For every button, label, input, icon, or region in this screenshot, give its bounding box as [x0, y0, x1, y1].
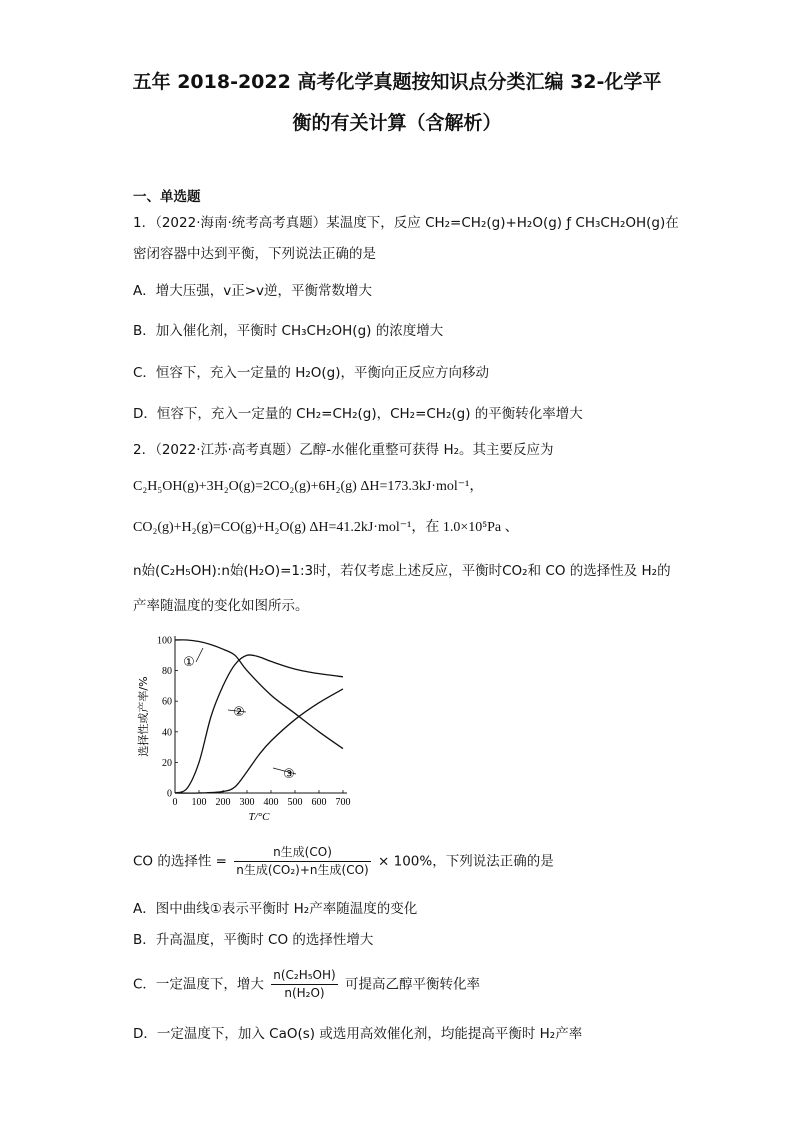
q1-option-d: D．恒容下，充入一定量的 CH₂=CH₂(g)，CH₂=CH₂(g) 的平衡转化率增大	[133, 406, 583, 422]
formula-fraction	[234, 845, 370, 878]
section-heading: 一、单选题	[133, 189, 201, 205]
option-c-suffix: 可提高乙醇平衡转化率	[345, 976, 480, 993]
q2-option-c	[133, 968, 480, 1001]
y-tick-label: 0	[167, 788, 172, 800]
series-leader-1	[196, 648, 203, 662]
co-selectivity-formula	[133, 845, 554, 878]
y-axis-label: 选择性或产率/%	[137, 676, 150, 757]
series-line-3	[175, 689, 343, 793]
x-tick-label: 600	[311, 797, 327, 808]
q2-condition: n始(C₂H₅OH):n始(H₂O)=1:3时，若仅考虑上述反应，平衡时CO₂和 CO 的选择性及 H₂的	[133, 563, 671, 579]
x-tick-label: 300	[239, 797, 255, 808]
option-c-prefix: C．一定温度下，增大	[133, 976, 264, 993]
q2-reaction1: C₂H₅OH(g)+3H₂O(g)=2CO₂(g)+6H₂(g) ΔH=173.3kJ·mol⁻¹，	[133, 479, 484, 494]
option-c-denominator: n(H₂O)	[284, 986, 325, 1000]
formula-numerator: n生成(CO)	[234, 845, 370, 862]
q2-reaction2: CO₂(g)+H₂(g)=CO(g)+H₂O(g) ΔH=41.2kJ·mol⁻¹，在 1.0×10⁵Pa 、	[133, 520, 519, 535]
q2-option-a: A．图中曲线①表示平衡时 H₂产率随温度的变化	[133, 901, 418, 917]
q2-option-b: B．升高温度，平衡时 CO 的选择性增大	[133, 932, 374, 948]
chart-series	[175, 640, 343, 793]
co-selectivity-chart	[133, 628, 363, 826]
q2-option-d: D．一定温度下，加入 CaO(s) 或选用高效催化剂，均能提高平衡时 H₂产率	[133, 1026, 583, 1042]
formula-suffix: × 100%，下列说法正确的是	[378, 853, 554, 870]
formula-denominator: n生成(CO₂)+n生成(CO)	[236, 863, 369, 877]
x-tick-label: 700	[335, 797, 351, 808]
x-tick-label: 400	[263, 797, 279, 808]
x-tick-label: 0	[172, 797, 178, 808]
y-tick-label: 20	[162, 757, 172, 769]
x-tick-label: 100	[191, 797, 207, 808]
y-tick-label: 100	[157, 635, 172, 647]
series-line-2	[175, 655, 343, 793]
chart-axes	[175, 636, 347, 793]
formula-prefix: CO 的选择性 =	[133, 853, 227, 870]
q1-option-a: A．增大压强，v正>v逆，平衡常数增大	[133, 283, 373, 299]
q1-stem-line2: 密闭容器中达到平衡，下列说法正确的是	[133, 246, 376, 262]
series-label-3: ③	[283, 767, 295, 782]
doc-title-line1: 五年 2018-2022 高考化学真题按知识点分类汇编 32-化学平	[132, 71, 662, 93]
x-tick-label: 500	[287, 797, 303, 808]
series-label-1: ①	[183, 655, 195, 670]
q1-stem-line1: 1．（2022·海南·统考高考真题）某温度下，反应 CH₂=CH₂(g)+H₂O(g) ƒ CH₃CH₂OH(g)在	[133, 215, 679, 231]
option-c-fraction	[271, 968, 337, 1001]
q2-stem-line1: 2．（2022·江苏·高考真题）乙醇-水催化重整可获得 H₂。其主要反应为	[133, 442, 554, 458]
x-axis-label: T/°C	[248, 811, 270, 823]
series-label-2: ②	[233, 705, 245, 720]
y-tick-label: 60	[162, 696, 172, 708]
option-c-numerator: n(C₂H₅OH)	[271, 968, 337, 985]
y-tick-label: 40	[162, 727, 172, 739]
q1-option-c: C．恒容下，充入一定量的 H₂O(g)，平衡向正反应方向移动	[133, 365, 490, 381]
q2-condition2: 产率随温度的变化如图所示。	[133, 598, 309, 614]
y-tick-label: 80	[162, 666, 172, 678]
doc-title-line2: 衡的有关计算（含解析）	[292, 112, 502, 134]
x-tick-label: 200	[215, 797, 231, 808]
q1-option-b: B．加入催化剂，平衡时 CH₃CH₂OH(g) 的浓度增大	[133, 323, 444, 339]
